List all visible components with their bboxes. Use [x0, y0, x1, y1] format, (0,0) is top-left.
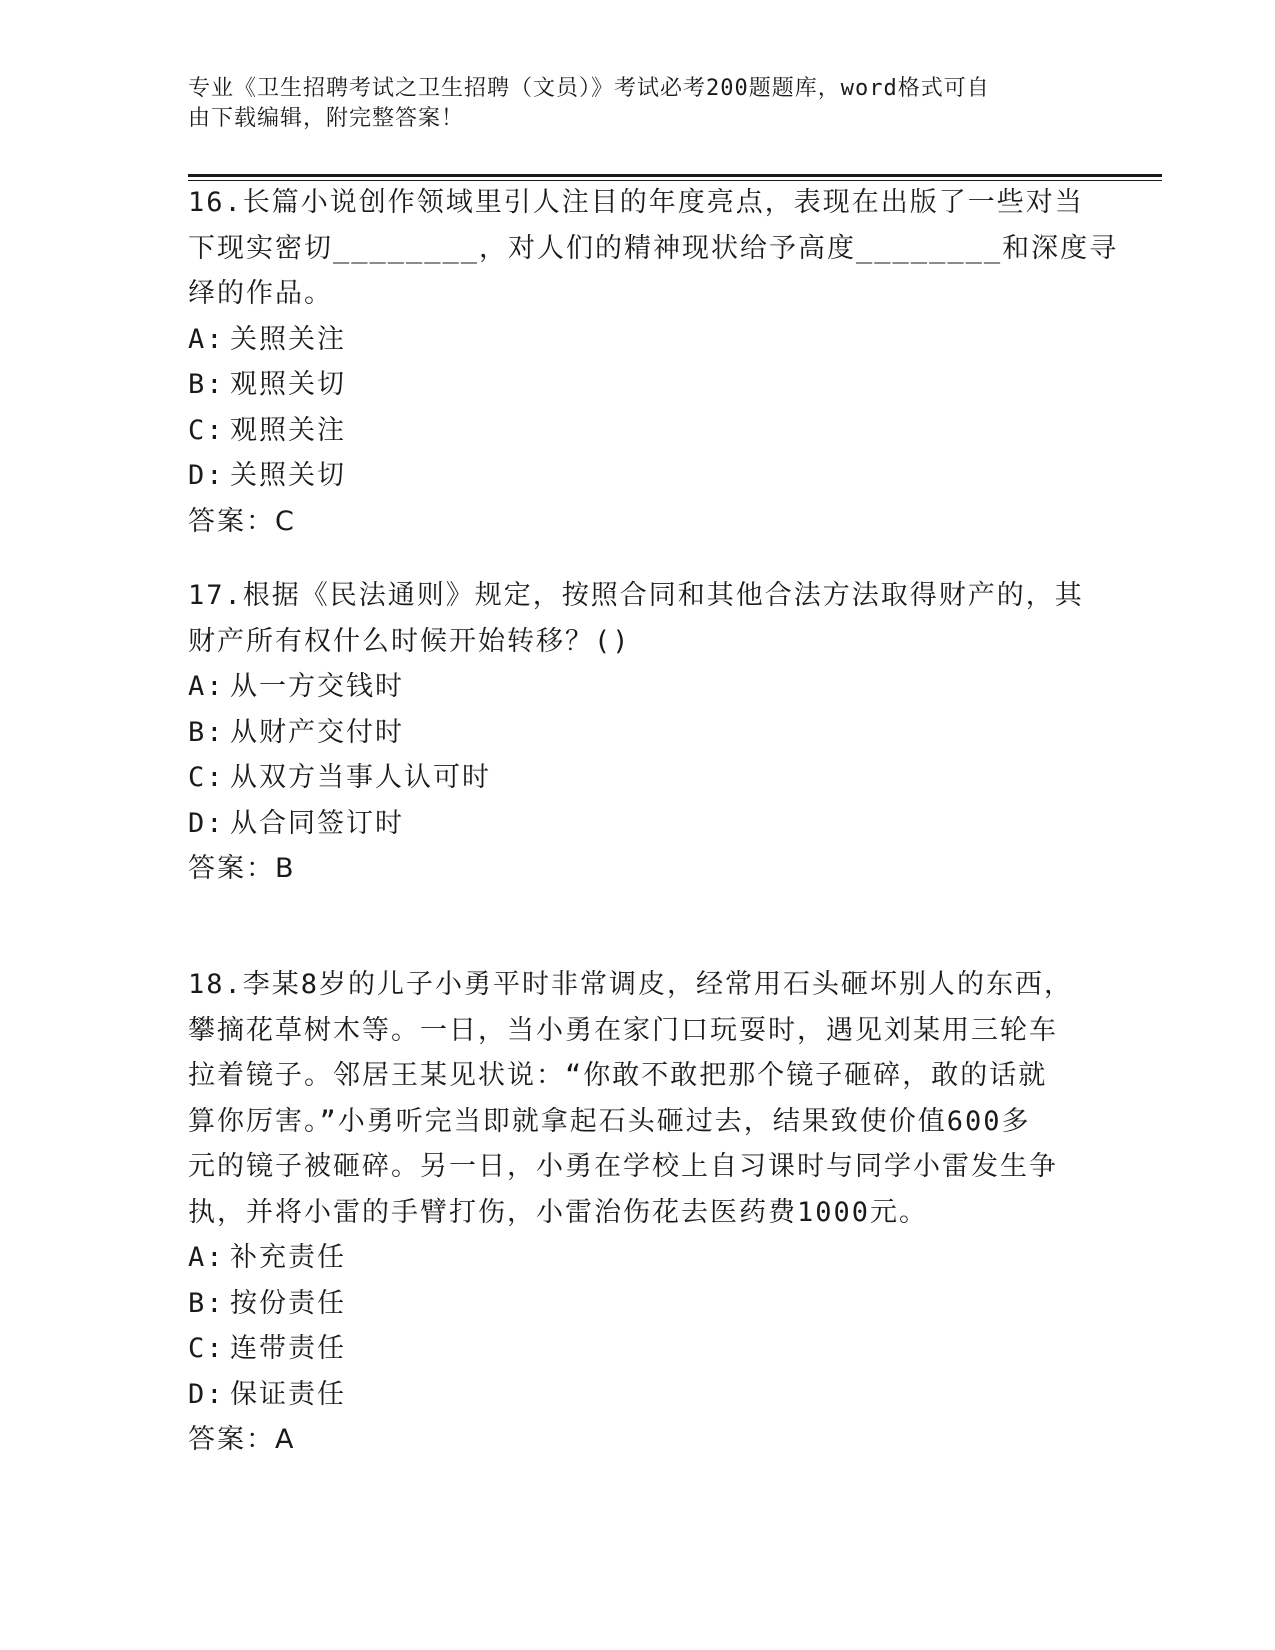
option-d [188, 1372, 1088, 1418]
option-letter: D: [188, 1378, 225, 1410]
question-text-line: 下现实密切________，对人们的精神现状给予高度________和深度寻 [188, 232, 1119, 264]
question-18 [188, 962, 1088, 1463]
answer-label: 答案：C [188, 505, 296, 537]
question-text-line: 绎的作品。 [188, 278, 333, 309]
question-text-line: 元的镜子被砸碎。另一日，小勇在学校上自习课时与同学小雷发生争 [188, 1151, 1058, 1182]
header-line-1: 专业《卫生招聘考试之卫生招聘（文员）》考试必考200题题库，word格式可自 [188, 76, 990, 101]
question-text-line: 财产所有权什么时候开始转移？() [188, 625, 631, 657]
option-text: 观照关切 [230, 369, 346, 400]
option-letter: C: [188, 762, 225, 793]
question-text-line: 16.长篇小说创作领域里引人注目的年度亮点，表现在出版了一些对当 [188, 187, 1084, 218]
answer-label: 答案：B [188, 853, 296, 884]
option-letter: A: [188, 671, 225, 702]
option-c [188, 755, 1088, 801]
option-d [188, 453, 1088, 499]
option-b [188, 710, 1088, 756]
option-text: 从双方当事人认可时 [230, 762, 491, 793]
header-rule-thick [188, 174, 1162, 177]
option-a [188, 664, 1088, 710]
option-letter: D: [188, 807, 225, 839]
option-text: 关照关注 [230, 323, 346, 355]
option-text: 从财产交付时 [230, 716, 404, 748]
option-letter: C: [188, 1333, 225, 1364]
option-b [188, 362, 1088, 408]
question-text-line: 17.根据《民法通则》规定，按照合同和其他合法方法取得财产的，其 [188, 580, 1084, 611]
question-text-line: 拉着镜子。邻居王某见状说：“你敢不敢把那个镜子砸碎，敢的话就 [188, 1060, 1048, 1091]
option-letter: B: [188, 1287, 225, 1319]
option-letter: B: [188, 369, 225, 400]
option-letter: D: [188, 460, 225, 491]
answer-label: 答案：A [188, 1424, 296, 1455]
option-d [188, 801, 1088, 847]
option-text: 关照关切 [230, 460, 346, 491]
question-text-line: 18.李某8岁的儿子小勇平时非常调皮，经常用石头砸坏别人的东西， [188, 969, 1074, 1000]
question-16 [188, 180, 1119, 544]
option-letter: B: [188, 716, 225, 748]
option-text: 观照关注 [230, 414, 346, 446]
option-a [188, 1235, 1088, 1281]
question-17 [188, 573, 1088, 892]
option-c [188, 408, 1088, 454]
option-text: 补充责任 [230, 1242, 346, 1273]
option-text: 连带责任 [230, 1333, 346, 1364]
option-letter: A: [188, 323, 225, 355]
option-text: 从合同签订时 [230, 807, 404, 839]
option-a [188, 317, 1088, 363]
document-header [188, 74, 1068, 134]
option-c [188, 1326, 1088, 1372]
option-text: 保证责任 [230, 1378, 346, 1410]
option-letter: A: [188, 1242, 225, 1273]
option-b [188, 1281, 1088, 1327]
header-line-2: 由下载编辑，附完整答案！ [188, 106, 465, 131]
option-letter: C: [188, 414, 225, 446]
question-text-line: 攀摘花草树木等。一日，当小勇在家门口玩耍时，遇见刘某用三轮车 [188, 1014, 1058, 1046]
question-text-line: 算你厉害。”小勇听完当即就拿起石头砸过去，结果致使价值600多 [188, 1105, 1031, 1137]
option-text: 从一方交钱时 [230, 671, 404, 702]
option-text: 按份责任 [230, 1287, 346, 1319]
question-text-line: 执，并将小雷的手臂打伤，小雷治伤花去医药费1000元。 [188, 1196, 929, 1228]
